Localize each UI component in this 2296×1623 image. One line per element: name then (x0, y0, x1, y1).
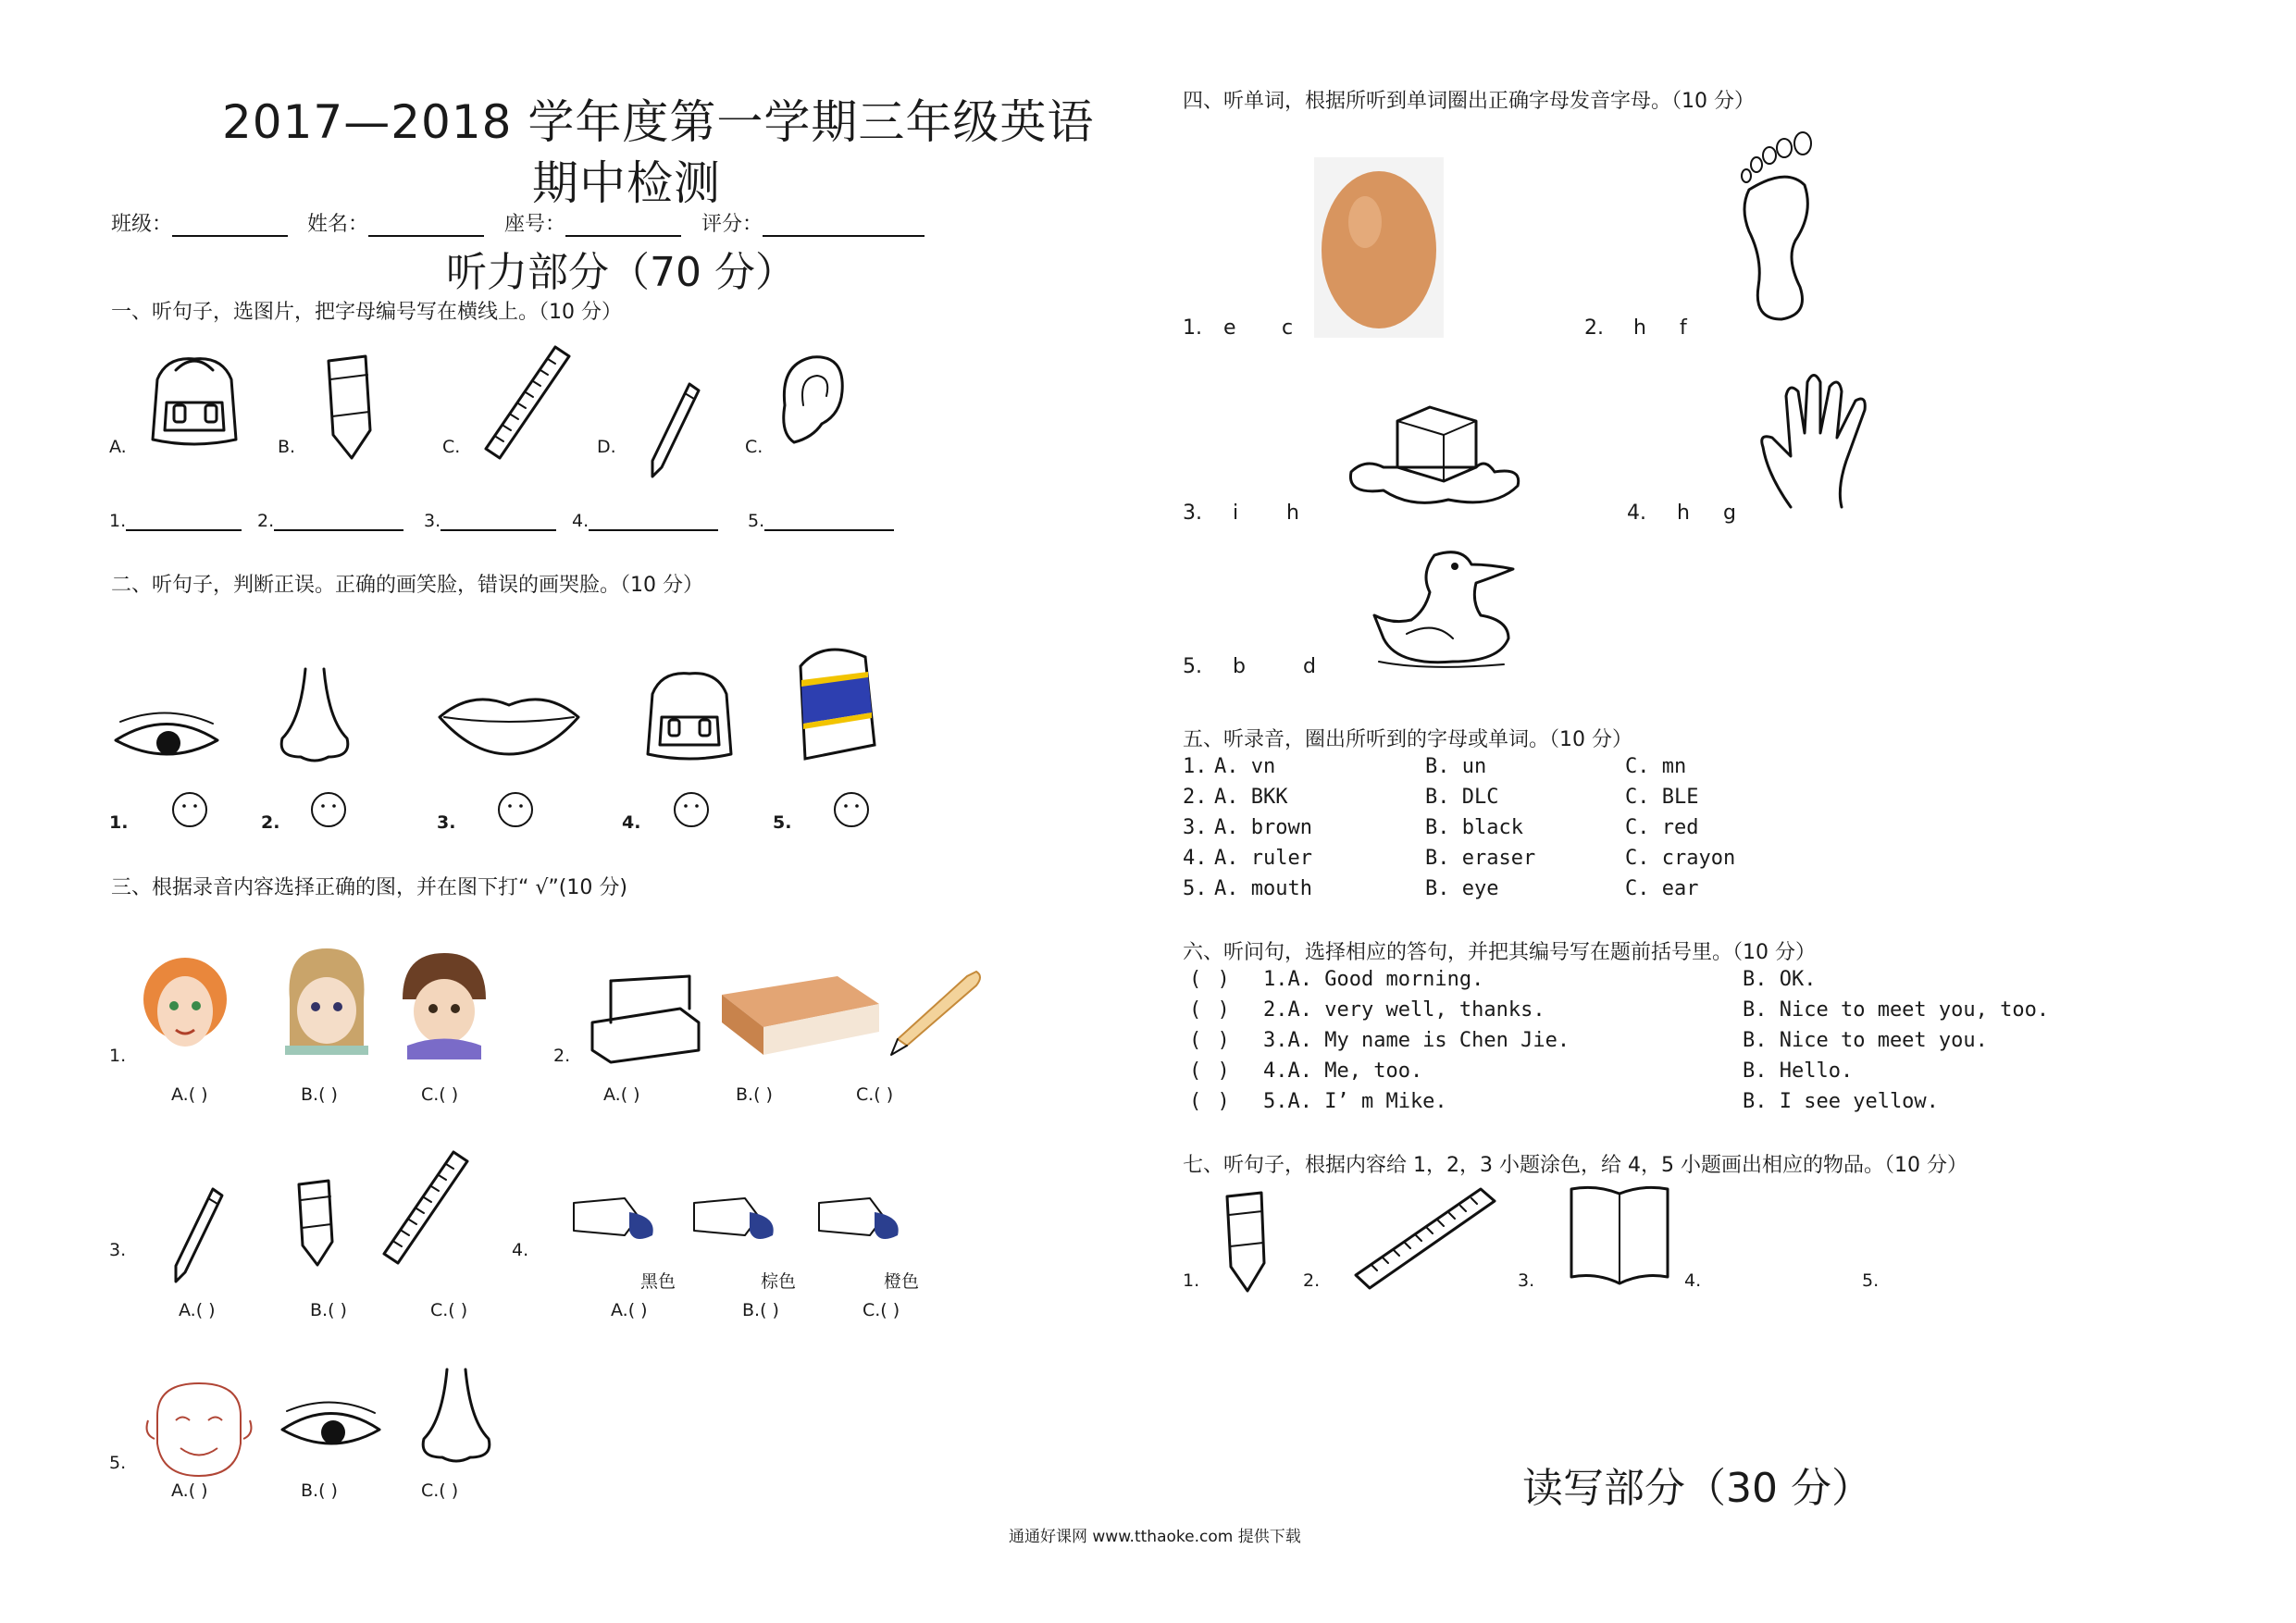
s5-row4-b[interactable]: B. eraser (1425, 847, 1536, 870)
s4-item3-b[interactable]: h (1286, 502, 1299, 525)
s6-row-2 (1189, 998, 2050, 1022)
nose-icon (273, 664, 356, 766)
s3-q2-choice-c[interactable]: C.( ) (856, 1084, 894, 1105)
s3-q4-choice-c[interactable]: C.( ) (863, 1300, 900, 1320)
score-blank[interactable] (763, 211, 925, 237)
s3-q4-choice-a[interactable]: A.( ) (611, 1300, 648, 1320)
s5-row5-b[interactable]: B. eye (1425, 877, 1499, 900)
section5-heading: 五、听录音，圈出所听到的字母或单词。（10 分） (1183, 728, 1632, 751)
s6-row3-paren[interactable]: ( ) (1189, 1029, 1232, 1052)
s6-row-4 (1189, 1059, 1854, 1083)
s1-option-e: C. (745, 437, 763, 457)
s2-num-3: 3. (437, 812, 456, 833)
s5-row2-c[interactable]: C. BLE (1625, 786, 1699, 809)
s6-row1-paren[interactable]: ( ) (1189, 968, 1232, 991)
s1-option-c: C. (442, 437, 461, 457)
s5-row-4 (1183, 847, 1736, 870)
s5-row3-c[interactable]: C. red (1625, 816, 1699, 839)
girl-face-icon-1 (139, 948, 231, 1059)
s5-row3-b[interactable]: B. black (1425, 816, 1523, 839)
s4-item1-num: 1. (1183, 316, 1202, 340)
s3-q3-choice-b[interactable]: B.( ) (310, 1300, 347, 1320)
s1-option-a: A. (109, 437, 127, 457)
s5-row2-b[interactable]: B. DLC (1425, 786, 1499, 809)
s5-row2-num: 2. (1183, 786, 1208, 809)
s4-item1-b[interactable]: c (1282, 316, 1294, 340)
crayon-icon-2 (292, 1177, 338, 1270)
s5-row5-c[interactable]: C. ear (1625, 877, 1699, 900)
book-icon (717, 967, 884, 1059)
ruler-icon-2 (379, 1147, 472, 1268)
s7-num-1: 1. (1183, 1270, 1200, 1291)
s2-num-2: 2. (261, 812, 280, 833)
s1-blank-3[interactable] (424, 509, 556, 531)
s5-row3-a[interactable]: A. brown (1214, 816, 1312, 839)
face-icon-2[interactable] (310, 791, 347, 828)
s4-item5-a[interactable]: b (1233, 655, 1246, 678)
s6-row5-b: B. I see yellow. (1743, 1090, 1939, 1113)
s2-num-1: 1. (109, 812, 129, 833)
exam-subtitle: 期中检测 (532, 156, 721, 210)
s3-q2-choice-b[interactable]: B.( ) (736, 1084, 773, 1105)
s4-item3-num: 3. (1183, 502, 1202, 525)
s3-q4-num: 4. (512, 1240, 529, 1260)
s6-row-3 (1189, 1029, 1988, 1052)
reading-writing-part-title: 读写部分（30 分） (1522, 1465, 1872, 1512)
section1-heading: 一、听句子，选图片，把字母编号写在横线上。（10 分） (111, 301, 622, 324)
s1-blank-2[interactable] (257, 509, 403, 531)
score-label: 评分： (701, 213, 763, 236)
s5-row2-a[interactable]: A. BKK (1214, 786, 1288, 809)
seat-field[interactable] (504, 208, 681, 237)
class-field[interactable] (111, 208, 288, 237)
s4-item1-a[interactable]: e (1223, 316, 1236, 340)
s6-row2-b: B. Nice to meet you, too. (1743, 998, 2050, 1022)
s6-row1-b: B. OK. (1743, 968, 1817, 991)
s4-item2-a[interactable]: h (1633, 316, 1646, 340)
s5-row-2 (1183, 786, 1699, 809)
s3-q1-choice-a[interactable]: A.( ) (171, 1084, 208, 1105)
nose-icon-2 (415, 1365, 498, 1467)
paint-tube-icon-2 (689, 1194, 782, 1249)
eye-icon-2 (278, 1402, 384, 1457)
s6-row5-a: 5.A. I’ m Mike. (1263, 1090, 1447, 1113)
s5-row-5 (1183, 877, 1699, 900)
s4-item5-b[interactable]: d (1303, 655, 1316, 678)
s4-item2-b[interactable]: f (1680, 316, 1687, 340)
s3-q3-choice-c[interactable]: C.( ) (430, 1300, 468, 1320)
s1-blank-4-label: 4. (572, 511, 590, 531)
s1-blank-1-label: 1. (109, 511, 127, 531)
ice-cube-icon (1347, 403, 1522, 514)
s1-option-b: B. (278, 437, 296, 457)
s3-q5-choice-b[interactable]: B.( ) (301, 1481, 338, 1501)
s6-row2-paren[interactable]: ( ) (1189, 998, 1232, 1022)
s6-row4-paren[interactable]: ( ) (1189, 1059, 1232, 1083)
s3-q1-choice-b[interactable]: B.( ) (301, 1084, 338, 1105)
class-blank[interactable] (172, 211, 288, 237)
s2-num-4: 4. (622, 812, 641, 833)
face-icon-1[interactable] (171, 791, 208, 828)
ear-icon (776, 350, 850, 456)
pen-icon (884, 967, 986, 1059)
face-icon-5[interactable] (833, 791, 870, 828)
s3-q1-num: 1. (109, 1046, 127, 1066)
s1-blank-1[interactable] (109, 509, 242, 531)
s5-row5-num: 5. (1183, 877, 1208, 900)
s4-item4-num: 4. (1627, 502, 1646, 525)
s5-row4-a[interactable]: A. ruler (1214, 847, 1312, 870)
s7-num-5: 5. (1862, 1270, 1880, 1291)
backpack-icon (139, 352, 250, 453)
s5-row1-b[interactable]: B. un (1425, 755, 1487, 778)
color-label-brown: 棕色 (761, 1271, 797, 1292)
score-field[interactable] (701, 208, 925, 237)
ruler-icon-3 (1351, 1184, 1499, 1291)
egg-icon (1314, 157, 1444, 338)
s5-row4-num: 4. (1183, 847, 1208, 870)
duck-icon (1370, 546, 1518, 671)
section3-heading: 三、根据录音内容选择正确的图，并在图下打“ √”(10 分) (111, 876, 627, 899)
s5-row1-num: 1. (1183, 755, 1208, 778)
s5-row1-a[interactable]: A. vn (1214, 755, 1276, 778)
pencil-icon (648, 379, 703, 481)
s4-item4-a[interactable]: h (1677, 502, 1690, 525)
s6-row3-b: B. Nice to meet you. (1743, 1029, 1988, 1052)
section7-heading: 七、听句子，根据内容给 1，2，3 小题涂色，给 4，5 小题画出相应的物品。（10 分） (1183, 1154, 1967, 1177)
footer-source: 通通好课网 www.tthaoke.com 提供下载 (1009, 1528, 1301, 1546)
s5-row-3 (1183, 816, 1699, 839)
s5-row-1 (1183, 755, 1687, 778)
s6-row-5 (1189, 1090, 1939, 1113)
crayon-icon-3 (1220, 1189, 1271, 1295)
listening-part-title: 听力部分（70 分） (446, 249, 796, 296)
color-label-black: 黑色 (640, 1271, 676, 1292)
s1-option-d: D. (597, 437, 616, 457)
s4-item4-b[interactable]: g (1723, 502, 1736, 525)
s6-row5-paren[interactable]: ( ) (1189, 1090, 1232, 1113)
s3-q1-choice-c[interactable]: C.( ) (421, 1084, 459, 1105)
paint-tube-icon-3 (814, 1194, 907, 1249)
s3-q2-choice-a[interactable]: A.( ) (603, 1084, 640, 1105)
pencil-box-icon (588, 972, 703, 1064)
face-icon-3[interactable] (497, 791, 534, 828)
name-field[interactable] (307, 208, 484, 237)
ruler-icon (481, 342, 574, 463)
backpack-icon-2 (639, 666, 740, 768)
s3-q3-choice-a[interactable]: A.( ) (179, 1300, 216, 1320)
s6-row4-b: B. Hello. (1743, 1059, 1854, 1083)
open-book-icon (1564, 1180, 1675, 1291)
s2-num-5: 5. (773, 812, 792, 833)
s5-row4-c[interactable]: C. crayon (1625, 847, 1736, 870)
s6-row-1 (1189, 968, 1817, 991)
s1-blank-3-label: 3. (424, 511, 441, 531)
s4-item5-num: 5. (1183, 655, 1202, 678)
foot-icon (1721, 130, 1814, 324)
s7-num-2: 2. (1303, 1270, 1321, 1291)
s3-q5-choice-c[interactable]: C.( ) (421, 1481, 459, 1501)
face-icon-4[interactable] (673, 791, 710, 828)
s4-item2-num: 2. (1584, 316, 1604, 340)
s3-q5-choice-a[interactable]: A.( ) (171, 1481, 208, 1501)
eye-icon (111, 712, 222, 768)
s6-row2-a: 2.A. very well, thanks. (1263, 998, 1545, 1022)
s1-blank-5-label: 5. (748, 511, 765, 531)
seat-label: 座号： (504, 213, 566, 236)
s3-q3-num: 3. (109, 1240, 127, 1260)
s3-q2-num: 2. (553, 1046, 571, 1066)
name-label: 姓名： (307, 213, 369, 236)
s4-item3-a[interactable]: i (1233, 502, 1239, 525)
exam-title: 2017—2018 学年度第一学期三年级英语 (222, 95, 1095, 149)
section4-heading: 四、听单词，根据所听到单词圈出正确字母发音字母。（10 分） (1183, 90, 1755, 113)
boy-face-icon (393, 948, 495, 1059)
class-label: 班级： (111, 213, 173, 236)
paint-tube-icon-1 (569, 1194, 662, 1249)
section6-heading: 六、听问句，选择相应的答句，并把其编号写在题前括号里。（10 分） (1183, 941, 1816, 964)
s7-num-3: 3. (1518, 1270, 1535, 1291)
s3-q5-num: 5. (109, 1453, 127, 1473)
s5-row5-a[interactable]: A. mouth (1214, 877, 1312, 900)
s3-q4-choice-b[interactable]: B.( ) (742, 1300, 779, 1320)
s6-row1-a: 1.A. Good morning. (1263, 968, 1484, 991)
s1-blank-2-label: 2. (257, 511, 275, 531)
pencil-icon-2 (171, 1184, 227, 1286)
name-blank[interactable] (368, 211, 484, 237)
hand-icon (1754, 368, 1893, 512)
s5-row3-num: 3. (1183, 816, 1208, 839)
s6-row4-a: 4.A. Me, too. (1263, 1059, 1423, 1083)
crayon-icon (319, 352, 375, 463)
face-drawing-icon (143, 1379, 254, 1481)
color-label-orange: 橙色 (884, 1271, 920, 1292)
lips-icon (435, 685, 583, 759)
seat-blank[interactable] (565, 211, 681, 237)
s7-num-4: 4. (1684, 1270, 1702, 1291)
eraser-icon (787, 638, 888, 768)
girl-face-icon-2 (276, 944, 378, 1055)
s1-blank-5[interactable] (748, 509, 894, 531)
s6-row3-a: 3.A. My name is Chen Jie. (1263, 1029, 1570, 1052)
section2-heading: 二、听句子，判断正误。正确的画笑脸，错误的画哭脸。（10 分） (111, 574, 703, 597)
s5-row1-c[interactable]: C. mn (1625, 755, 1687, 778)
s1-blank-4[interactable] (572, 509, 718, 531)
